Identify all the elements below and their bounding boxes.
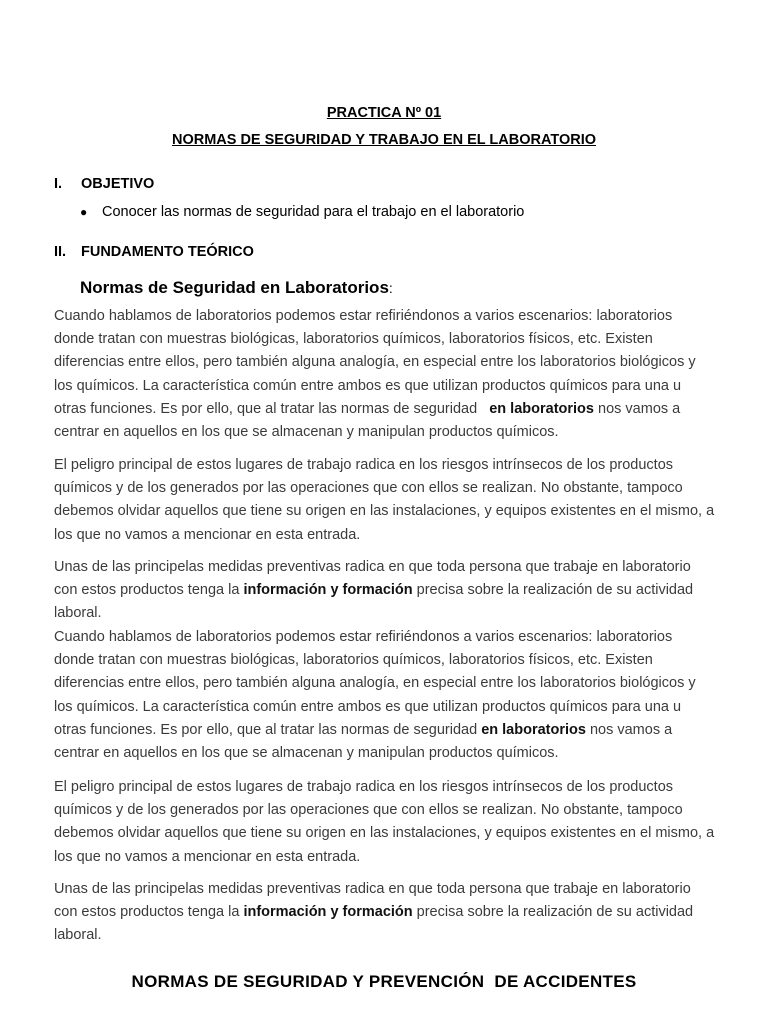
- bold-text: en laboratorios: [481, 721, 586, 738]
- bold-text: información y formación: [243, 582, 413, 599]
- paragraph-peligro-1: [54, 454, 722, 547]
- paragraph-line: químicos y de los generados por las operaciones que con ellos se realizan. No obstante, tampoco: [54, 480, 683, 497]
- paragraph-line: los que no vamos a mencionar en esta entrada.: [54, 848, 361, 865]
- section-title: FUNDAMENTO TEÓRICO: [81, 244, 254, 260]
- paragraph-line: los que no vamos a mencionar en esta entrada.: [54, 526, 361, 543]
- paragraph-line: debemos olvidar aquellos que tiene su origen en las instalaciones, y equipos existentes en el mismo, a: [54, 825, 715, 842]
- bold-text: información y formación: [243, 904, 413, 921]
- bold-text: en laboratorios: [489, 400, 594, 417]
- paragraph-line: centrar en aquellos en los que se almacenan y manipulan productos químicos.: [54, 745, 559, 762]
- paragraph-line: diferencias entre ellos, pero también alguna analogía, en especial entre los laboratorios biológicos y: [54, 675, 696, 692]
- paragraph-line: Unas de las principelas medidas preventivas radica en que toda persona que trabaje en laboratorio: [54, 559, 691, 575]
- paragraph-line: Unas de las principelas medidas preventivas radica en que toda persona que trabaje en laboratorio: [54, 881, 691, 897]
- bullet-icon: ●: [80, 205, 88, 219]
- paragraph-line: diferencias entre ellos, pero también alguna analogía, en especial entre los laboratorios biológicos y: [54, 354, 696, 371]
- section-title: OBJETIVO: [81, 176, 155, 192]
- text-run: otras funciones. Es por ello, que al tratar las normas de seguridad: [54, 400, 490, 417]
- paragraph-medidas-2: [54, 878, 722, 948]
- section-number: II.: [54, 244, 67, 260]
- objective-bullet-item: [80, 204, 524, 220]
- practice-title-text: PRACTICA Nº 01: [326, 105, 442, 121]
- paragraph-line: donde tratan con muestras biológicas, laboratorios químicos, laboratorios físicos, etc. Existen: [54, 652, 653, 669]
- text-run: con estos productos tenga la: [54, 904, 244, 921]
- paragraph-line: químicos y de los generados por las operaciones que con ellos se realizan. No obstante, tampoco: [54, 802, 683, 819]
- paragraph-line: [54, 901, 722, 924]
- section-fundamento-heading: [54, 244, 254, 260]
- main-title: [0, 132, 768, 148]
- main-title-text: NORMAS DE SEGURIDAD Y TRABAJO EN EL LABORATORIO: [171, 132, 597, 148]
- paragraph-laboratorios-2: [54, 626, 722, 765]
- objective-bullet-text: Conocer las normas de seguridad para el trabajo en el laboratorio: [102, 204, 525, 220]
- subheading-colon: :: [388, 280, 393, 296]
- section-number: I.: [54, 176, 63, 192]
- text-run: precisa sobre la realización de su actividad: [412, 904, 694, 921]
- paragraph-line: debemos olvidar aquellos que tiene su origen en las instalaciones, y equipos existentes en el mismo, a: [54, 503, 715, 520]
- paragraph-medidas-1: [54, 556, 722, 626]
- subheading-normas: [80, 278, 393, 298]
- paragraph-line: [54, 719, 722, 742]
- paragraph-line: donde tratan con muestras biológicas, laboratorios químicos, laboratorios físicos, etc. Existen: [54, 331, 653, 348]
- text-run: otras funciones. Es por ello, que al tratar las normas de seguridad: [54, 721, 482, 738]
- final-heading: NORMAS DE SEGURIDAD Y PREVENCIÓN DE ACCIDENTES: [131, 972, 637, 991]
- paragraph-line: Cuando hablamos de laboratorios podemos estar refiriéndonos a varios escenarios: laboratorios: [54, 629, 673, 645]
- practice-title: [0, 105, 768, 121]
- paragraph-line: los químicos. La característica común entre ambos es que utilizan productos químicos para una u: [54, 698, 682, 715]
- paragraph-line: [54, 579, 722, 602]
- paragraph-peligro-2: [54, 776, 722, 869]
- paragraph-line: laboral.: [54, 927, 102, 944]
- paragraph-line: Cuando hablamos de laboratorios podemos estar refiriéndonos a varios escenarios: laboratorios: [54, 308, 673, 324]
- text-run: precisa sobre la realización de su actividad: [412, 582, 694, 599]
- text-run: nos vamos a: [585, 721, 673, 738]
- paragraph-line: El peligro principal de estos lugares de trabajo radica en los riesgos intrínsecos de los productos: [54, 457, 674, 473]
- subheading-text: Normas de Seguridad en Laboratorios: [80, 278, 389, 297]
- paragraph-line: centrar en aquellos en los que se almacenan y manipulan productos químicos.: [54, 424, 559, 441]
- paragraph-line: [54, 398, 722, 421]
- section-objetivo-heading: [54, 176, 154, 192]
- paragraph-line: laboral.: [54, 605, 102, 622]
- paragraph-line: los químicos. La característica común entre ambos es que utilizan productos químicos para una u: [54, 377, 682, 394]
- paragraph-line: El peligro principal de estos lugares de trabajo radica en los riesgos intrínsecos de los productos: [54, 779, 674, 795]
- text-run: nos vamos a: [593, 400, 681, 417]
- text-run: con estos productos tenga la: [54, 582, 244, 599]
- paragraph-laboratorios-1: [54, 305, 722, 444]
